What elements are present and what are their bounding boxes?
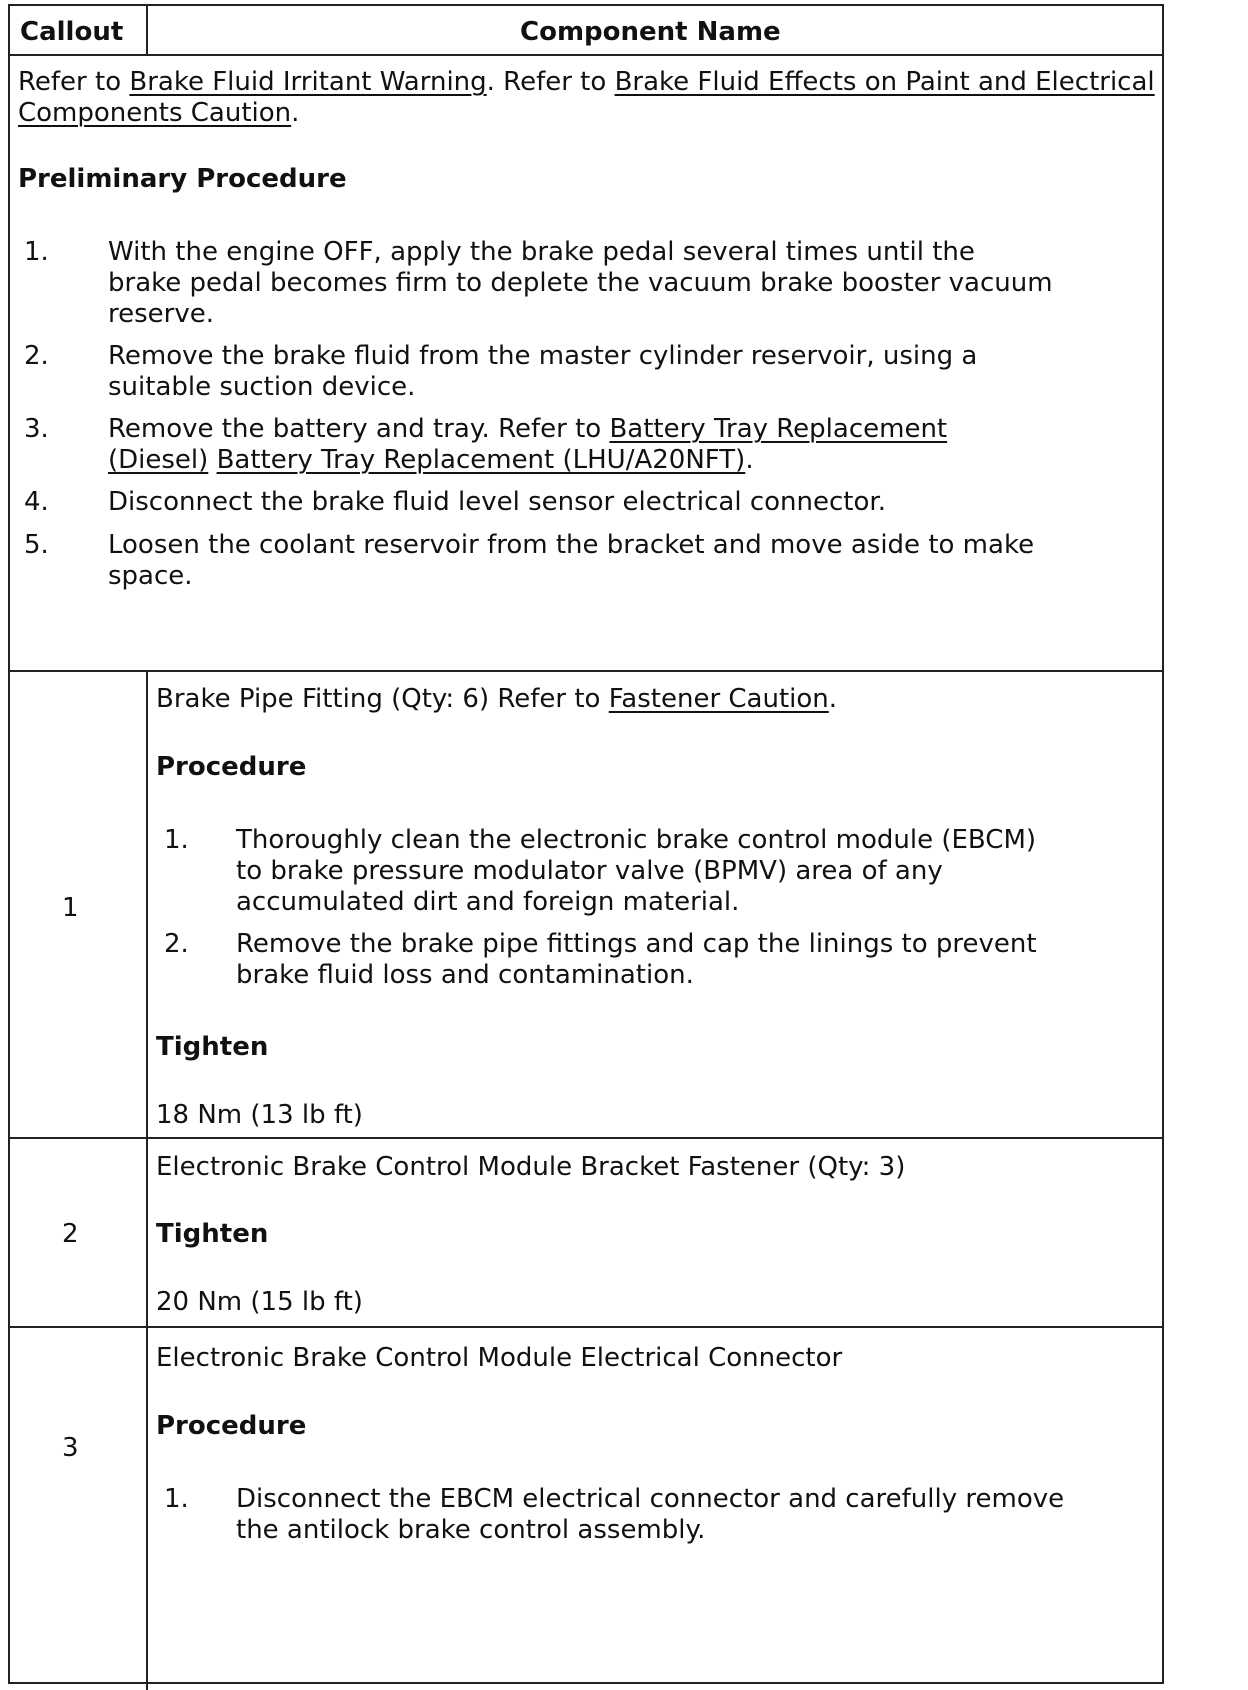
tighten-heading: Tighten — [156, 1032, 269, 1062]
callout-number: 2 — [62, 1219, 79, 1249]
step-text — [108, 414, 947, 445]
step-text: Thoroughly clean the electronic brake control module (EBCM) — [236, 825, 1037, 855]
battery-tray-diesel-link-cont[interactable]: (Diesel) — [108, 445, 209, 475]
step-number: 1. — [24, 237, 49, 267]
procedure-heading: Procedure — [156, 1411, 307, 1441]
fastener-caution-link[interactable]: Fastener Caution — [608, 684, 829, 714]
component-title: Electronic Brake Control Module Bracket Fastener (Qty: 3) — [156, 1152, 906, 1182]
intro-text: . Refer to — [486, 67, 615, 97]
step-number: 1. — [164, 825, 189, 855]
step-number: 2. — [164, 929, 189, 959]
step-text — [108, 445, 754, 476]
step-number: 1. — [164, 1484, 189, 1514]
step-text: Loosen the coolant reservoir from the bracket and move aside to make — [108, 530, 1035, 560]
row-2-bottom-rule — [10, 1326, 1162, 1328]
step-text: to brake pressure modulator valve (BPMV) area of any — [236, 856, 943, 886]
step-text: the antilock brake control assembly. — [236, 1515, 706, 1545]
brake-fluid-irritant-warning-link[interactable]: Brake Fluid Irritant Warning — [129, 67, 487, 97]
brake-fluid-paint-caution-link-cont[interactable]: Components Caution — [18, 98, 292, 128]
torque-value: 18 Nm (13 lb ft) — [156, 1100, 363, 1130]
callout-number: 3 — [62, 1433, 79, 1463]
component-table — [8, 4, 1164, 1684]
intro-warning-line-2 — [18, 98, 299, 129]
component-name-column-header: Component Name — [520, 17, 781, 47]
procedure-heading: Procedure — [156, 752, 307, 782]
component-title — [156, 684, 837, 715]
header-divider — [146, 6, 148, 54]
component-title-text: . — [828, 684, 838, 714]
step-number: 3. — [24, 414, 49, 444]
step-text: reserve. — [108, 299, 214, 329]
step-text-part: . — [745, 445, 754, 475]
intro-bottom-rule — [10, 670, 1162, 672]
step-text: suitable suction device. — [108, 372, 416, 402]
step-text: Remove the brake pipe fittings and cap the linings to prevent — [236, 929, 1037, 959]
callout-column-header: Callout — [20, 17, 124, 47]
step-text: Disconnect the brake fluid level sensor electrical connector. — [108, 487, 886, 517]
intro-warning-line — [18, 67, 1155, 98]
battery-tray-diesel-link[interactable]: Battery Tray Replacement — [609, 414, 948, 444]
step-text-part: Remove the battery and tray. Refer to — [108, 414, 610, 444]
step-number: 4. — [24, 487, 49, 517]
step-number: 2. — [24, 341, 49, 371]
brake-fluid-paint-caution-link[interactable]: Brake Fluid Effects on Paint and Electrical — [614, 67, 1155, 97]
battery-tray-lhu-link[interactable]: Battery Tray Replacement (LHU/A20NFT) — [216, 445, 746, 475]
step-text: accumulated dirt and foreign material. — [236, 887, 740, 917]
torque-value: 20 Nm (15 lb ft) — [156, 1287, 363, 1317]
step-number: 5. — [24, 530, 49, 560]
intro-text: . — [291, 98, 300, 128]
preliminary-procedure-heading: Preliminary Procedure — [18, 164, 347, 194]
header-bottom-rule — [10, 54, 1162, 56]
step-text: Remove the brake fluid from the master cylinder reservoir, using a — [108, 341, 978, 371]
step-text: With the engine OFF, apply the brake pedal several times until the — [108, 237, 975, 267]
step-text: space. — [108, 561, 193, 591]
intro-text: Refer to — [18, 67, 130, 97]
step-text: brake fluid loss and contamination. — [236, 960, 694, 990]
callout-number: 1 — [62, 893, 79, 923]
component-title: Electronic Brake Control Module Electrical Connector — [156, 1343, 843, 1373]
callout-column-divider — [146, 670, 148, 1690]
step-text: Disconnect the EBCM electrical connector and carefully remove — [236, 1484, 1065, 1514]
tighten-heading: Tighten — [156, 1219, 269, 1249]
row-1-bottom-rule — [10, 1137, 1162, 1139]
step-text: brake pedal becomes firm to deplete the vacuum brake booster vacuum — [108, 268, 1053, 298]
component-title-text: Brake Pipe Fitting (Qty: 6) Refer to — [156, 684, 609, 714]
